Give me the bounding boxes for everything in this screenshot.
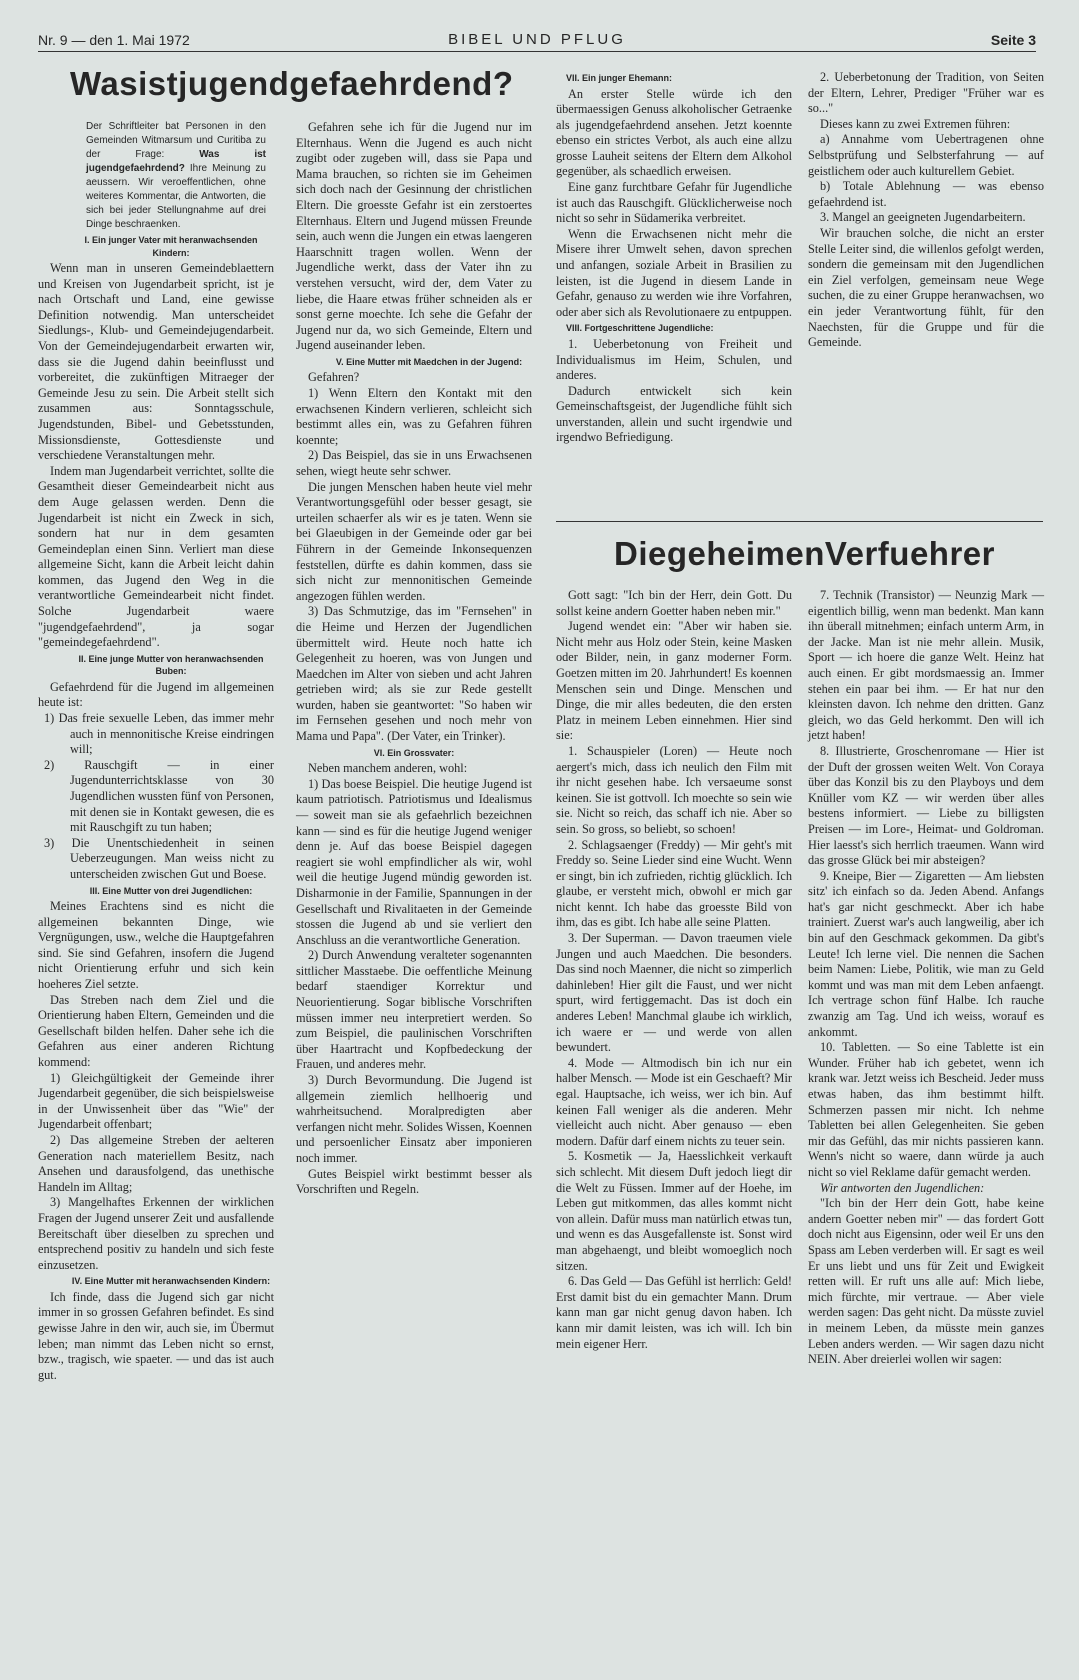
paragraph: Eine ganz furchtbare Gefahr für Jugendliche ist auch das Rauschgift. Glücklicherweise noch nicht so sehr in Südamerika verbreitet. (556, 180, 792, 226)
paragraph: Wir brauchen solche, die nicht an erster Stelle Leiter sind, die willenlos gefolgt werden, sondern die gemeinsam mit den Jugendlichen ein Ziel verfolgen, gemeinsam neue Wege suchen, die zu einer Gruppe heranwachsen, wo ein jeder Verantwortung fühlt, für den Naechsten, für die Gruppe und für die Gemeinde. (808, 225, 1044, 350)
paragraph: 2. Ueberbetonung der Tradition, von Seiten der Eltern, Lehrer, Prediger "Früher war es so..." (808, 70, 1044, 116)
paragraph: Das Streben nach dem Ziel und die Orientierung haben Eltern, Gemeinden und die Gesellschaft bilden helfen. Daher sehe ich die Gefahren aus einer anderen Richtung kommend: (38, 992, 274, 1069)
section-heading: II. Eine junge Mutter von heranwachsenden Buben: (78, 653, 264, 677)
paragraph: Wir antworten den Jugendlichen: (820, 1180, 985, 1195)
paragraph: 3) Mangelhaftes Erkennen der wirklichen Fragen der Jugend unserer Zeit und ausfallende Bereitschaft über dieselben zu sprechen und entsprechend positiv zu handeln und sich feste einzusetzen. (38, 1195, 274, 1272)
article2-title: Die geheimen Verfuehrer (614, 535, 995, 572)
list-item: 6. Das Geld — Das Gefühl ist herrlich: Geld! Erst damit bist du ein gemachter Mann. Drum kann man gar nicht genug davon haben. Ich kann mir damit leisten, was ich will. Ich bin mein eigener Herr. (556, 1274, 792, 1351)
section-heading: VII. Ein junger Ehemann: (566, 73, 673, 83)
paragraph: Gefahren sehe ich für die Jugend nur im Elternhaus. Wenn die Jugend es auch nicht zugibt oder zugeben will, dass sie Papa und Mama brauchen, so richten sie im Geheimen sich doch nach der Gesinnung der christlichen Eltern. Die groesste Gefahr ist ein zerstoertes Elternhaus. Eltern und Jugend müssen Freunde sein, auch wenn die Jungen ein etwas laengeren Haarschnitt tragen wollen. Wenn der Jugendliche werkt, dass der Vater ihn zu verstehen versucht, wird der, dem Vater zu liebe, die Haare etwas früher schneiden als er sonst gerne moechte. Ich sehe die Gefahr der Jugend nur da, wo sich Gemeinde, Eltern und Jugend auseinander leben. (296, 120, 532, 353)
article1-column-4 (808, 70, 1044, 351)
header-rule (38, 51, 1036, 52)
page-header (38, 32, 1036, 50)
paragraph: "Ich bin der Herr dein Gott, habe keine andern Goetter neben mir" — das fordert Gott doch nicht aus Eigensinn, oder weil Er uns den Spass am Leben verderben will. Er sagt es weil Er uns liebt und uns für Zeit und Ewigkeit retten will. Er ruft uns alle auf: Mich liebe, mich fürchte, mir vertraue. — Aber viele werden sagen: Das geht nicht. Da müsste zuviel in meinem Leben, da müsste mein ganzes Leben anders werden. — Wir sagen dazu nicht NEIN. Aber dreierlei wollen wir sagen: (808, 1196, 1044, 1367)
paragraph: Wenn man in unseren Gemeindeblaettern und Kreisen von Jugendarbeit spricht, ist je nach Ortschaft und Land, eine gewisse Definition notwendig. Man unterscheidet Siedlungs-, Klub- und Gemeindejugendarbeit. Von der Gemeindejugendarbeit erwarten wir, dass sie die Jugend dahin beeinflusst und vorbereitet, die zukünftigen Mitraeger der Gemeinde Jesu zu sein. Die Arbeit stellt sich zusammen aus: Sonntagsschule, Jugendstunden, Bibel- und Gebetsstunden, Missionsdienste, Gottesdienste und verschiedene Veranstaltungen mehr. (38, 261, 274, 463)
page-number: Seite 3 (990, 32, 1036, 48)
paragraph: 3) Durch Bevormundung. Die Jugend ist allgemein ziemlich hellhoerig und wahrheitsuchend. Moralpredigten aber verfangen nicht mehr. Solides Wissen, Koennen und persoenlicher Einsatz aber imponieren noch immer. (296, 1073, 532, 1165)
section-heading: V. Eine Mutter mit Maedchen in der Jugend: (335, 356, 523, 367)
paragraph: Die jungen Menschen haben heute viel mehr Verantwortungsgefühl oder besser gesagt, sie urteilen schaerfer als wir es je taten. Wenn sie bei Glaeubigen in der Gemeinde oder gar bei Führern in der Gemeinde Inkonsequenzen feststellen, dürfte es dahin kommen, dass sie sich nicht zur mennonitischen Gemeinde angezogen fühlen werden. (296, 479, 532, 603)
paragraph: Gefaehrdend für die Jugend im allgemeinen heute ist: (38, 679, 274, 710)
list-item: 8. Illustrierte, Groschenromane — Hier ist der Duft der grossen weiten Welt. Von Coraya über das Konzil bis zu den Playboys und dem Knüller vom KZ — wir werden über alles bestens informiert. — Liebe zu billigsten Preisen — im Lore-, Heimat- und Goldroman. Hier laesst's sich herrlich traeumen. Wann wird das grosse Glück bei mir absteigen? (808, 743, 1044, 868)
paragraph: 2) Durch Anwendung veralteter sogenannten sittlicher Masstaebe. Die oeffentliche Meinung bedarf staendiger Korrektur und Neuorientierung. Sogar biblische Vorschriften müssen immer neu interpretiert werden. So zum Beispiel, die paulinischen Vorschriften über Haartracht und Kopfbedeckung der Frauen, und anderes mehr. (296, 948, 532, 1072)
paragraph: b) Totale Ablehnung — was ebenso gefaehrdend ist. (808, 179, 1044, 209)
newspaper-name: BIBEL UND PFLUG (448, 31, 626, 48)
paragraph: Gott sagt: "Ich bin der Herr, dein Gott. Du sollst keine andern Goetter haben neben mir." (556, 588, 792, 618)
article1-column-3 (556, 70, 792, 446)
list-item: 7. Technik (Transistor) — Neunzig Mark — eigentlich billig, wenn man bedenkt. Man kann ihn überall mitnehmen; einfach unterm Arm, in der Jacke. Man ist nie mehr allein. Musik, Sport — ich hoere die ganze Welt. Heinz hat auch einen. Er gibt mordsmaessig an. Immer stehen ein paar bei ihm. — Er hat nur den kleinsten davon. Ich nehme den dritten. Ganz gleich, wo das Geld herkommt. Den will ich jetzt haben! (808, 588, 1044, 743)
paragraph: Wenn die Erwachsenen nicht mehr die Misere ihrer Umwelt sehen, davon sprechen und anfangen, soziale Arbeit in Brasilien zu leisten, ist die Jugend in diesem Lande in Gefahr, genauso zu werden wie ihre Vorfahren, oder aber sich als Revolutionaere zu entpuppen. (556, 226, 792, 319)
issue-date: Nr. 9 — den 1. Mai 1972 (38, 32, 190, 48)
paragraph: Gefahren? (308, 370, 360, 385)
list-item: 9. Kneipe, Bier — Zigaretten — Am liebsten sitz' ich einfach so da. Jeden Abend. Anfangs hat's gar nicht geschmeckt. Aber ich habe trainiert. Zuerst war's auch langweilig, aber ich bin auf den Geschmack gekommen. Da gibt's Leute! Ich lerne viel. Die nennen die Sachen beim Namen: Liebe, Politik, wie man zu Geld kommt und was man mit dem Leben anfaengt. Ich vertrage schon fünf Halbe. Ich rauche zwanzig am Tag. Und ich weiss, worauf es ankommt. (808, 868, 1044, 1039)
section-heading: I. Ein junger Vater mit heranwachsenden Kindern: (84, 235, 258, 258)
article1-column-2 (296, 120, 532, 1198)
section-heading: III. Eine Mutter von drei Jugendlichen: (89, 885, 253, 896)
paragraph: a) Annahme vom Uebertragenen ohne Selbstprüfung und Selbsterfahrung — auf geistlichem oder auch kulturellem Gebiet. (808, 132, 1044, 178)
paragraph: 1) Gleichgültigkeit der Gemeinde ihrer Jugendarbeit gegenüber, die sich beispielsweise in der Unwissenheit über das "Wie" der Jugendarbeit offenbart; (38, 1070, 274, 1132)
paragraph: Dadurch entwickelt sich kein Gemeinschaftsgeist, der Jugendliche fühlt sich unverstanden, allein und sucht irgendwie und irgendwo Befriedigung. (556, 383, 792, 445)
article1-column-1 (38, 120, 274, 1383)
article2-column-1 (556, 588, 792, 1352)
paragraph: Gutes Beispiel wirkt bestimmt besser als Vorschriften und Regeln. (296, 1166, 532, 1197)
section-heading: VIII. Fortgeschrittene Jugendliche: (566, 323, 714, 334)
list-item: 1) Das freie sexuelle Leben, das immer mehr auch in mennonitische Kreise eindringen will; (44, 711, 274, 757)
section-heading: VI. Ein Grossvater: (373, 747, 455, 758)
paragraph: Ich finde, dass die Jugend sich gar nicht immer in so grossen Gefahren befindet. Es sind gewisse Jahre in den wir, auch sie, im Übermut leben; man nimmt das Leben nicht so ernst, bzw., tragisch, wie spaeter. — und das ist auch gut. (38, 1289, 274, 1382)
list-item: 3. Der Superman. — Davon traeumen viele Jungen und auch Maedchen. Die besonders. Das sind noch Maenner, die nicht so zimperlich dahinleben! Hier gilt die Faust, und wer nicht spurt, wird fertiggemacht. Das ist doch ein anderes Leben! Manchmal glaube ich wirklich, ich waere er — und werde von allen bewundert. (556, 931, 792, 1055)
paragraph: Dieses kann zu zwei Extremen führen: (820, 116, 1011, 131)
list-item: 5. Kosmetik — Ja, Haesslichkeit verkauft sich schlecht. Mit diesem Duft jedoch liegt dir die Welt zu Füssen. Immer auf der Hoehe, im Leben gut mitkommen, das alles kommt nicht von allein. Dafür muss man natürlich etwas tun, und wenn es das Ausgefallenste ist. Sonst wird man abgehaengt, und bleibt womoeglich noch sitzen. (556, 1149, 792, 1273)
list-item: 3) Die Unentschiedenheit in seinen Ueberzeugungen. Man weiss nicht zu unterscheiden zwischen Gut und Boese. (44, 835, 274, 881)
section-heading: IV. Eine Mutter mit heranwachsenden Kindern: (71, 1276, 271, 1287)
paragraph: Meines Erachtens sind es nicht die allgemeinen bekannten Dinge, wie Vergnügungen, usw., welche die Hauptgefahren sind. Sie sind Gefahren, insofern die Jugend nicht Orientierung erfuhr und sich kein hoeheres Ziel setzte. (38, 899, 274, 992)
paragraph: 1) Wenn Eltern den Kontakt mit den erwachsenen Kindern verlieren, schleicht sich bestimmt alles ein, was zu Gefahren führen koennte; (296, 386, 532, 447)
paragraph: Neben manchem anderen, wohl: (308, 761, 468, 776)
list-item: 2. Schlagsaenger (Freddy) — Mir geht's mit Freddy so. Seine Lieder sind eine Wucht. Wenn er singt, bin ich zufrieden, richtig glücklich. Ich glaube, er versteht mich, obwohl er mich gar nicht kennt. Ich habe das groesste Bild von ihm, das es gibt. Ich habe alle seine Platten. (556, 837, 792, 930)
paragraph: 1) Das boese Beispiel. Die heutige Jugend ist kaum patriotisch. Patriotismus und Idealismus — soweit man sie als gefaehrlich bezeichnen kann — sind es für die heutige Jugend weniger denn je. Auf das boese Beispiel dagegen reagiert sie wohl empfindlicher als wir, wohl weil die heutige Jugend mündig geworden ist. Disharmonie in der Familie, Spannungen in der Gesellschaft und Rivalitaeten in der Gemeinde stossen die Jugend ab und sie verliert den Anschluss an die verantwortliche Generation. (296, 776, 532, 947)
paragraph: Jugend wendet ein: "Aber wir haben sie. Nicht mehr aus Holz oder Stein, keine Masken oder Bilder, nein, in ganz moderner Form. Goetzen mitten im 20. Jahrhundert! Es koennen Menschen sein und Dinge. Menschen und Dinge, die mir alles bedeuten, die den ersten Platz in meinem Leben einnehmen. Hier sind sie: (556, 619, 792, 743)
paragraph: 3. Mangel an geeigneten Jugendarbeitern. (820, 210, 1026, 225)
article2-column-2 (808, 588, 1044, 1368)
paragraph: 2) Das allgemeine Streben der aelteren Generation nach materiellem Besitz, nach Ansehen und darausfolgend, das unethische Handeln im Alltag; (38, 1132, 274, 1194)
paragraph: 3) Das Schmutzige, das im "Fernsehen" in die Heime und Herzen der Jugendlichen übermittelt wird. Heute noch hatte ich Gelegenheit zu hoeren, was von Jungen und Maedchen im Alter von sieben und acht Jahren getrieben wird; als sie zur Rede gestellt wurden, haben sie geantwortet: "So haben wir im Fernsehen gesehen und noch mehr von Mama und Papa". (Der Vater, ein Trinker). (296, 604, 532, 744)
list-item: 10. Tabletten. — So eine Tablette ist ein Wunder. Früher hab ich gebetet, wenn ich krank war. Jetzt weiss ich Bescheid. Jeder muss etwas haben, das ihm bestimmt hilft. Schmerzen passen mir nicht. Ich nehme Tabletten bei allen Gelegenheiten. Sie geben mir das Gefühl, das mir nichts passieren kann. Wenn's nicht so waere, dann würde ja auch nicht so viel Reklame dafür gemacht werden. (808, 1040, 1044, 1179)
paragraph: 2) Das Beispiel, das sie in uns Erwachsenen sehen, wiegt heute sehr schwer. (296, 448, 532, 478)
list-item: 2) Rauschgift — in einer Jugendunterrichtsklasse von 30 Jugendlichen wussten fünf von Personen, mit denen sie in Kontakt gewesen, die es mit Rauschgift zu tun haben; (44, 757, 274, 835)
list-item: 1. Schauspieler (Loren) — Heute noch aergert's mich, dass ich neulich den Film mit ihr nicht gesehen habe. Ich versaeume sonst keinen. Sie ist gottvoll. Ich moechte so sein wie sie. Nicht so reich, das schaff ich nie. Aber so sein. So gross, so beliebt, so schoen! (556, 743, 792, 836)
paragraph: An erster Stelle würde ich den übermaessigen Genuss alkoholischer Getraenke als jugendgefaehrdend ansehen. Jetzt koennte ebenso ein strictes Verbot, als auch eine allzu grosse Lauheit seitens der Eltern dem Alkohol gegenüber, als schaedlich erweisen. (556, 86, 792, 179)
list-item: 4. Mode — Altmodisch bin ich nur ein halber Mensch. — Mode ist ein Geschaeft? Mir egal. Hauptsache, ich weiss, wer ich bin. Auf keinen Fall weniger als die anderen. Mehr vielleicht auch nicht. Aber genauso — eben modern. Dafür darf einem nichts zu teuer sein. (556, 1055, 792, 1148)
article1-title: Was ist jugendgefaehrdend? (70, 65, 514, 102)
paragraph: Indem man Jugendarbeit verrichtet, sollte die Gesamtheit dieser Gemeindearbeit nicht aus dem Auge gelassen werden. Denn die Jugendarbeit ist nicht ein Zweck in sich, sondern hat nur in dem gesamten Gemeindeplan einen Sinn. Verliert man diese allgemeine Sicht, kann die Arbeit leicht dahin kommen, das Jugend den Weg in die verantwortliche Gemeindearbeit nicht findet. Solche Jugendarbeit waere "jugendgefaehrdend", ja sogar "gemeindegefaehrdend". (38, 463, 274, 650)
article1-intro: Der Schriftleiter bat Personen in den Gemeinden Witmarsum und Curitiba zu der Frage: Was ist jugendgefaehrdend? Ihre Meinung zu aeussern. Wir veroeffentlichen, ohne weiteres Kommentar, die Antworten, die sich bei jeder Stellungnahme auf drei Dinge beschraenken. (86, 121, 267, 230)
paragraph: 1. Ueberbetonung von Freiheit und Individualismus im Heim, Schulen, und anderes. (556, 336, 792, 383)
article-separator (556, 521, 1043, 522)
